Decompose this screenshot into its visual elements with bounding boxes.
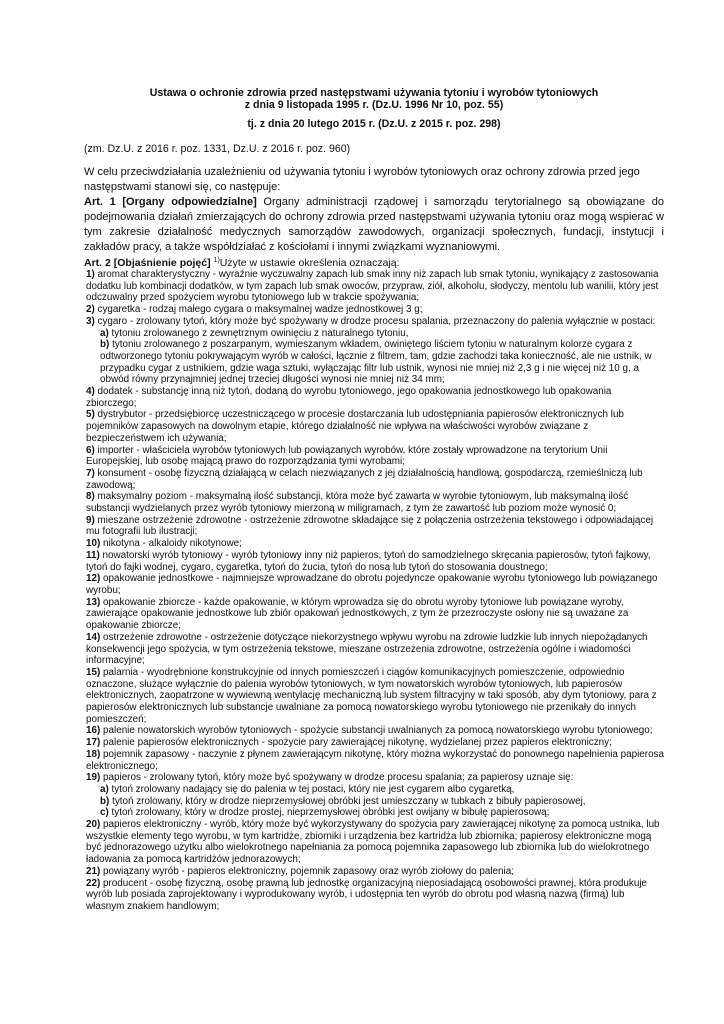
article-1: [84, 195, 664, 255]
definition-text: dystrybutor - przedsiębiorcę uczestniczącego w procesie dostarczania lub udostępniania papierosów elektronicznych lub pojemników zapasowych na dowolnym etapie, którego działalność nie wpływa na właściwości wyrobów związane z bezpieczeństwem ich używania;: [86, 409, 624, 444]
definition-text: nikotyna - alkaloidy nikotynowe;: [100, 538, 242, 550]
definition-number: 22): [86, 877, 101, 889]
article-1-text: Organy administracji rządowej i samorządu terytorialnego są obowiązane do podejmowania działań zmierzających do ochrony zdrowia przed następstwami używania tytoniu oraz mogą wspierać w tym zakresie działalność medycznych samorządów zawodowych, organizacji społecznych, fundacji, instytucji i zakładów pracy, a także współdziałać z kościołami i innymi związkami wyznaniowymi.: [84, 196, 664, 253]
subitem-letter: a): [100, 327, 109, 339]
definition-number: 2): [86, 304, 95, 316]
definition-text: palarnia - wyodrębnione konstrukcyjnie od innych pomieszczeń i ciągów komunikacyjnych pomieszczenie, odpowiednio oznaczone, służące wyłącznie do palenia wyrobów tytoniowych, w tym nowatorskich wyrobów tytoniowych, lub papierosów elektronicznych, zaopatrzone w wywiewną wentylację mechaniczną lub system filtracyjny w taki sposób, aby dym tytoniowy, para z papierosów elektronicznych lub substancje uwalniane za pomocą nowatorskiego wyrobu tytoniowego nie przenikały do innych pomieszczeń;: [86, 666, 657, 725]
subitem-letter: c): [100, 807, 109, 819]
definition-number: 17): [86, 737, 101, 749]
definition-text: dodatek - substancję inną niż tytoń, dodaną do wyrobu tytoniowego, jego opakowania jednostkowego lub opakowania zbiorczego;: [86, 386, 612, 409]
definition-text: nowatorski wyrób tytoniowy - wyrób tytoniowy inny niż papieros, tytoń do samodzielnego skręcania papierosów, tytoń fajkowy, tytoń do fajki wodnej, cygaro, cygaretka, tytoń do żucia, tytoń do nosa lub tytoń do stosowania doustnego;: [86, 549, 651, 573]
definition-text: importer - właściciela wyrobów tytoniowych lub powiązanych wyrobów, które zostały wprowadzone na terytorium Unii Europejskiej, lub osobę mającą prawo do rozporządzania tymi wyrobami;: [86, 444, 608, 468]
definition-text: aromat charakterystyczny - wyraźnie wyczuwalny zapach lub smak inny niż zapach lub smak tytoniu, wynikający z zastosowania dodatku lub kombinacji dodatków, w tym zapach lub smak owoców, przypraw, ziół, alkoholu, słodyczy, mentolu lub wanilii, który jest odczuwalny przed spożyciem wyrobu tytoniowego lub w trakcie spożywania;: [86, 269, 659, 304]
article-1-label: Art. 1 [Organy odpowiedzialne]: [84, 196, 257, 208]
article-2-label: Art. 2 [Objaśnienie pojęć]: [84, 257, 211, 269]
definition-item: [84, 667, 664, 726]
definition-item: [84, 386, 664, 409]
definition-item: [84, 515, 664, 538]
subitem-letter: b): [100, 339, 110, 351]
definition-text: papieros - zrolowany tytoń, który może być spożywany w drodze procesu spalania; za papierosy uznaje się:: [100, 772, 574, 784]
definition-text: ostrzeżenie zdrowotne - ostrzeżenie dotyczące niekorzystnego wpływu wyrobu na zdrowie ludzkie lub innych niepożądanych konsekwencji jego spożycia, w tym ostrzeżenia tekstowe, mieszane ostrzeżenia zdrowotne, ostrzeżenia ogólne i wiadomości informacyjne;: [86, 631, 648, 667]
definition-number: 14): [86, 631, 101, 643]
definition-text: mieszane ostrzeżenie zdrowotne - ostrzeżenie zdrowotne składające się z połączenia ostrzeżenia tekstowego i odpowiadającej mu fotografii lub ilustracji;: [86, 514, 654, 538]
definition-item: [84, 468, 664, 491]
definition-item: [84, 632, 664, 667]
definition-item: [84, 737, 664, 749]
definition-item: [84, 316, 664, 328]
definition-number: 15): [86, 666, 101, 678]
definition-number: 18): [86, 748, 101, 760]
consolidated-text-date: tj. z dnia 20 lutego 2015 r. (Dz.U. z 2015 r. poz. 298): [247, 118, 501, 130]
definition-item: [84, 725, 664, 737]
act-date: z dnia 9 listopada 1995 r. (Dz.U. 1996 Nr 10, poz. 55): [244, 99, 504, 111]
definition-text: opakowanie zbiorcze - każde opakowanie, w którym wprowadza się do obrotu wyroby tytoniowe lub powiązane wyroby, zawierające opakowanie jednostkowe lub zbiór opakowań jednostkowych, z tym że przezroczyste osłony nie są uważane za opakowanie zbiorcze;: [86, 596, 629, 632]
definition-item: [84, 573, 664, 596]
definition-item: [84, 866, 664, 878]
definition-number: 19): [86, 772, 101, 784]
definition-item: [84, 878, 664, 913]
definition-text: powiązany wyrób - papieros elektroniczny, pojemnik zapasowy oraz wyrób ziołowy do palenia;: [100, 865, 514, 877]
preamble: W celu przeciwdziałania uzależnieniu od używania tytoniu i wyrobów tytoniowych oraz ochrony zdrowia przed jego następstwami stanowi się, co następuje:: [84, 166, 640, 193]
definition-item: [84, 409, 664, 444]
definition-number: 12): [86, 573, 101, 585]
definition-text: palenie papierosów elektronicznych - spożycie pary zawierającej nikotynę, wydzielanej przez papieros elektroniczny;: [100, 737, 612, 749]
definition-number: 13): [86, 596, 101, 608]
definition-item: [84, 538, 664, 550]
amendments: (zm. Dz.U. z 2016 r. poz. 1331, Dz.U. z 2016 r. poz. 960): [84, 143, 351, 155]
definition-item: [84, 491, 664, 514]
definition-item: [84, 304, 664, 316]
definition-subitem: [84, 796, 664, 808]
definition-item: [84, 819, 664, 866]
definition-text: producent - osobę fizyczną, osobę prawną lub jednostkę organizacyjną nieposiadającą osobowości prawnej, która produkuje wyrób lub posiada zaprojektowany i wyprodukowany wyrób, i udostępnia ten wyrób do obrotu pod własną nazwą (firmą) lub własnym znakiem handlowym;: [86, 877, 648, 912]
definition-number: 10): [86, 538, 101, 550]
definition-text: cygaro - zrolowany tytoń, który może być spożywany w drodze procesu spalania, przeznaczony do palenia wyłącznie w postaci:: [94, 315, 656, 327]
subitem-letter: b): [100, 795, 110, 807]
definition-number: 8): [86, 491, 95, 503]
definition-subitem: [84, 807, 664, 819]
article-2-lead: Użyte w ustawie określenia oznaczają:: [219, 257, 400, 269]
definition-number: 20): [86, 819, 101, 831]
definition-number: 5): [86, 409, 95, 421]
definition-number: 6): [86, 444, 95, 456]
definition-subitem: [84, 328, 664, 340]
definition-number: 4): [86, 386, 95, 398]
definition-text: pojemnik zapasowy - naczynie z płynem zawierającym nikotynę, który można wykorzystać do ponownego napełnienia papierosa elektronicznego;: [86, 748, 664, 772]
subitem-text: tytoń zrolowany, który w drodze nieprzemysłowej obróbki jest umieszczany w tubkach z bibuły papierosowej,: [109, 795, 586, 807]
definition-item: [84, 597, 664, 632]
definition-text: opakowanie jednostkowe - najmniejsze wprowadzane do obrotu pojedyncze opakowanie wyrobu tytoniowego lub powiązanego wyrobu;: [86, 573, 658, 596]
definition-subitem: [84, 784, 664, 796]
subitem-text: tytoń zrolowany nadający się do palenia w tej postaci, który nie jest cygarem albo cygaretką,: [108, 783, 515, 795]
definition-number: 9): [86, 514, 95, 526]
subitem-letter: a): [100, 783, 109, 795]
subitem-text: tytoniu zrolowanego z poszarpanym, wymieszanym wkładem, owiniętego liściem tytoniu w naturalnym kolorze cygara z odtworzonego tytoniu pokrywającym wyrób w całości, łącznie z filtrem, tam, gdzie zachodzi taka konieczność, ale nie ustnik, w przypadku cygar z ustnikiem, gdzie waga sztuki, wyłączając filtr lub ustnik, wynosi nie mniej niż 2,3 g i nie więcej niż 10 g, a obwód równy przynajmniej jednej trzeciej długości wynosi nie mniej niż 34 mm;: [100, 339, 652, 386]
article-2-heading: [84, 257, 664, 269]
definition-item: [84, 269, 664, 304]
definition-text: maksymalny poziom - maksymalną ilość substancji, która może być zawarta w wyrobie tytoniowym, lub maksymalną ilość substancji wydzielanych przez wyrób tytoniowy mierzoną w miligramach, z tym że zawartość lub poziom może wynosić 0;: [86, 491, 629, 515]
definition-number: 11): [86, 549, 100, 561]
definition-number: 3): [86, 315, 95, 327]
definition-number: 1): [86, 269, 95, 280]
subitem-text: tytoń zrolowany, który w drodze prostej, nieprzemysłowej obróbki jest owijany w bibułę papierosową;: [108, 807, 550, 819]
definition-item: [84, 445, 664, 468]
definition-item: [84, 772, 664, 784]
definition-number: 7): [86, 467, 95, 479]
definition-item: [84, 749, 664, 772]
definition-number: 16): [86, 725, 101, 737]
definition-text: cygaretka - rodzaj małego cygara o maksymalnej wadze jednostkowej 3 g;: [94, 304, 423, 316]
subitem-text: tytoniu zrolowanego z zewnętrznym owinięciu z naturalnego tytoniu,: [108, 327, 409, 339]
definition-item: [84, 550, 664, 573]
definition-text: palenie nowatorskich wyrobów tytoniowych - spożycie substancji uwalnianych za pomocą nowatorskiego wyrobu tytoniowego;: [100, 725, 653, 737]
definition-number: 21): [86, 865, 101, 877]
definition-subitem: [84, 339, 664, 386]
act-title: Ustawa o ochronie zdrowia przed następstwami używania tytoniu i wyrobów tytoniowych: [149, 87, 599, 99]
definition-text: konsument - osobę fizyczną działającą w celach niezwiązanych z jej działalnością handlową, gospodarczą, rzemieślniczą lub zawodową;: [86, 467, 643, 491]
footnote-marker: 1): [213, 257, 220, 264]
definitions-list: [84, 269, 664, 913]
definition-text: papieros elektroniczny - wyrób, który może być wykorzystywany do spożycia pary zawierającej nikotynę za pomocą ustnika, lub wszystkie elementy tego wyrobu, w tym kartridże, zbiorniki i urządzenia bez kartridża lub zbiornika; papierosy elektroniczne mogą być jednorazowego użytku albo wielokrotnego napełniania za pomocą pojemnika zapasowego lub zbiornika lub do wielokrotnego ładowania za pomocą kartridżów jednorazowych;: [86, 819, 660, 866]
